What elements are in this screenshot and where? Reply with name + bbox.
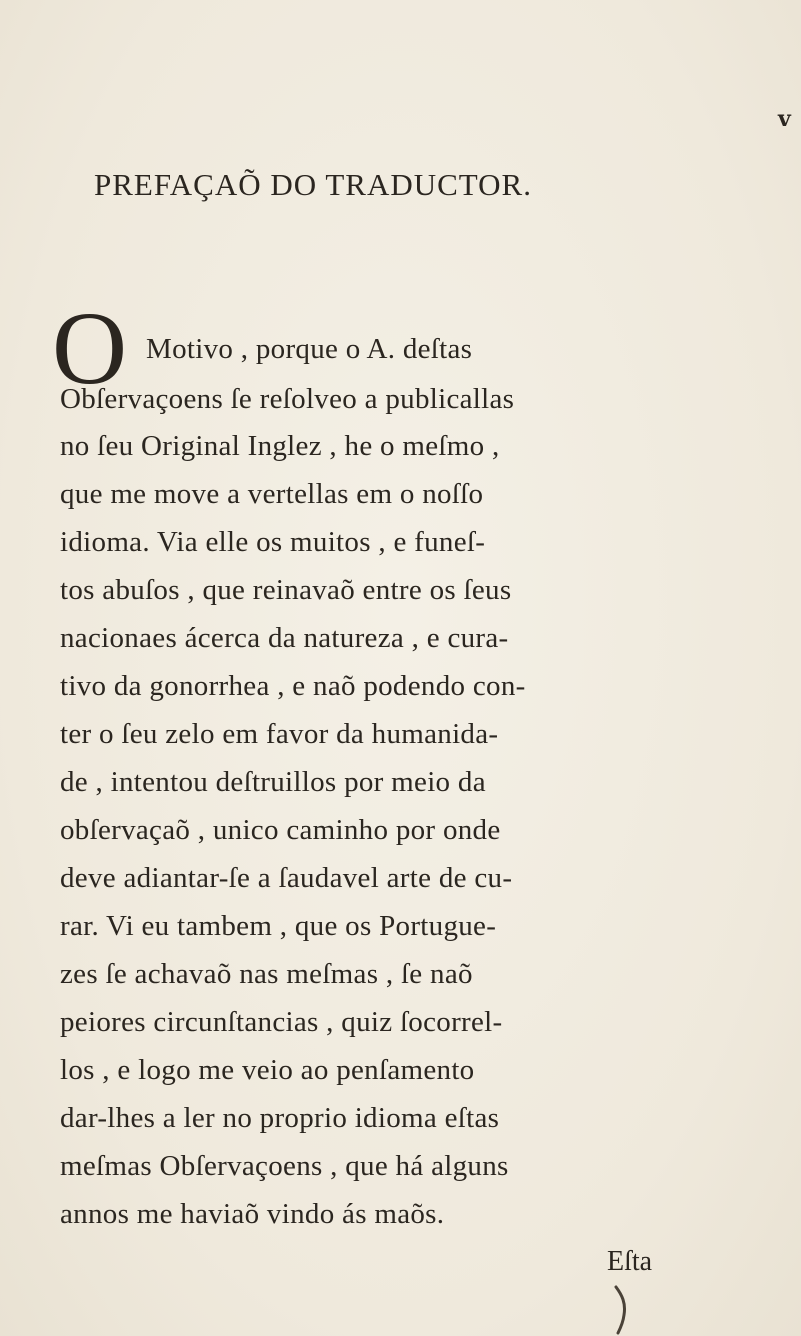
text-line: Obſervaçoens ſe reſolveo a publicallas (60, 383, 515, 415)
page-title: PREFAÇAÕ DO TRADUCTOR. (94, 167, 532, 202)
text-line: que me move a vertellas em o noſſo (60, 478, 484, 510)
text-line: idioma. Via elle os muitos , e funeſ- (60, 526, 486, 558)
text-line: nacionaes ácerca da natureza , e cura- (60, 622, 509, 654)
ink-stain-mark (612, 1285, 636, 1335)
text-line: annos me haviaõ vindo ás maõs. (60, 1198, 445, 1230)
text-line: tivo da gonorrhea , e naõ podendo con- (60, 670, 526, 702)
text-line: ter o ſeu zelo em favor da humanida- (60, 718, 499, 750)
text-line: deve adiantar-ſe a ſaudavel arte de cu- (60, 862, 513, 894)
catchword: Eſta (607, 1246, 653, 1277)
text-line: peiores circunſtancias , quiz ſocorrel- (60, 1006, 503, 1038)
text-line: dar-lhes a ler no proprio idioma eſtas (60, 1102, 500, 1134)
page-number: v (778, 106, 791, 132)
text-line: Motivo , porque o A. deſtas (146, 333, 473, 365)
text-line: tos abuſos , que reinavaõ entre os ſeus (60, 574, 512, 606)
text-line: meſmas Obſervaçoens , que há alguns (60, 1150, 509, 1182)
drop-cap: O (52, 291, 128, 406)
text-line: zes ſe achavaõ nas meſmas , ſe naõ (60, 958, 473, 990)
text-line: de , intentou deſtruillos por meio da (60, 766, 486, 798)
text-line: rar. Vi eu tambem , que os Portugue- (60, 910, 497, 942)
text-line: obſervaçaõ , unico caminho por onde (60, 814, 501, 846)
text-line: no ſeu Original Inglez , he o meſmo , (60, 430, 500, 462)
text-line: los , e logo me veio ao penſamento (60, 1054, 475, 1086)
